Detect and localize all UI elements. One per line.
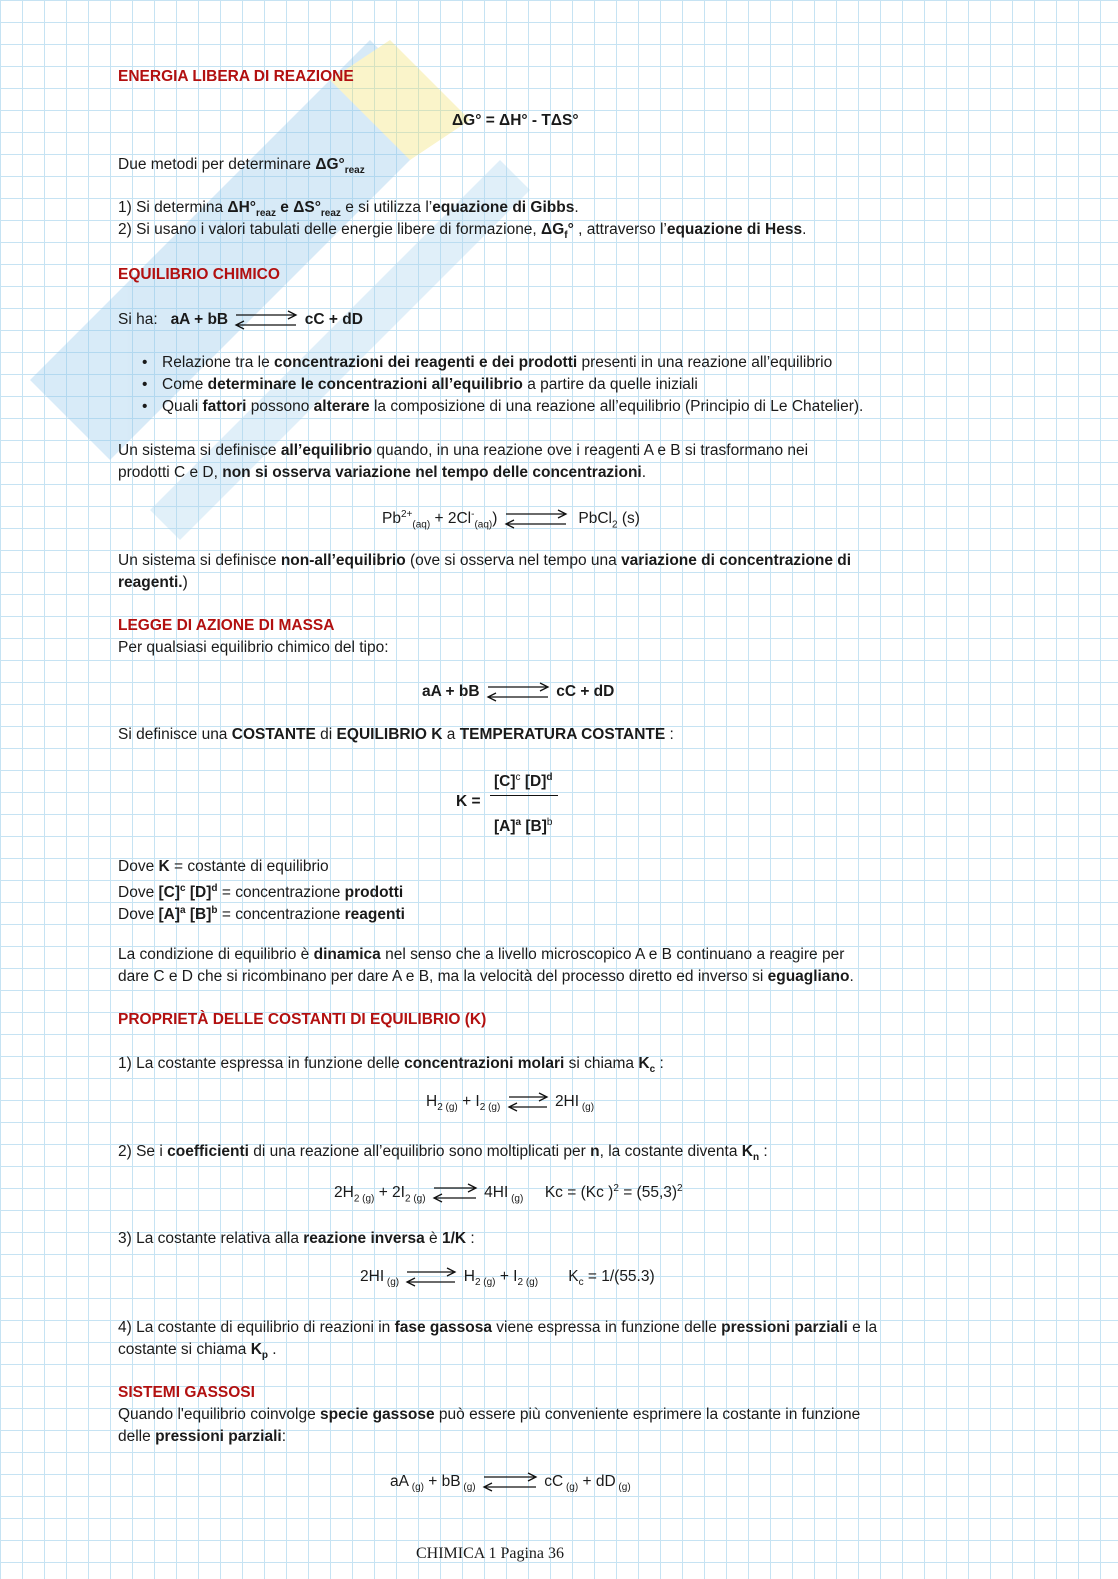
paragraph-dinamica-b: dare C e D che si ricombinano per dare A e B, ma la velocità del processo diretto ed inverso si eguagliano. (118, 968, 854, 985)
proprieta-4a: 4) La costante di equilibrio di reazioni in fase gassosa viene espressa in funzione delle pressioni parziali e la (118, 1319, 878, 1336)
metodo-1: 1) Si determina $\Delta H^\circ_{reaz}$ e $\Delta S^\circ_{reaz}$ e si utilizza l’equazione di Gibbs. (118, 199, 579, 220)
equilibrium-arrow-icon (403, 1265, 459, 1289)
reaction-general-1: Si ha: aA + bB cC + dD (118, 308, 363, 332)
dove-k: Dove K = costante di equilibrio (118, 858, 329, 875)
equilibrium-arrow-icon (505, 1090, 551, 1114)
paragraph-equilibrio-1a: Un sistema si definisce all’equilibrio quando, in una reazione ove i reagenti A e B si trasformano nei (118, 442, 809, 459)
reaction-pbcl2: $Pb^{2+}_{(aq)} + 2Cl^-_{(aq)}$) PbCl$_2$ (s) (382, 509, 640, 531)
dove-reagenti: Dove $[A]^a$ $[B]^b$ = concentrazione reagenti (118, 905, 405, 924)
bullet-3: • Quali fattori possono alterare la composizione di una reazione all’equilibrio (Principio di Le Chatelier). (162, 396, 863, 418)
bullet-1: • Relazione tra le concentrazioni dei reagenti e dei prodotti presenti in una reazione all’equilibrio (162, 352, 832, 374)
section-heading-sistemi: SISTEMI GASSOSI (118, 1384, 255, 1401)
paragraph-dinamica-a: La condizione di equilibrio è dinamica nel senso che a livello microscopico A e B continuano a reagire per (118, 946, 845, 963)
k-numerator: $[C]^c$ $[D]^d$ (494, 772, 553, 791)
gibbs-formula: ΔG° = ΔH° - TΔS° (452, 112, 579, 129)
section-heading-equilibrio: EQUILIBRIO CHIMICO (118, 266, 280, 283)
proprieta-4b: costante si chiama $K_p$ . (118, 1341, 277, 1362)
equilibrium-arrow-icon (430, 1181, 480, 1205)
paragraph-equilibrio-1b: prodotti C e D, non si osserva variazione nel tempo delle concentrazioni. (118, 464, 647, 481)
bullet-2: • Come determinare le concentrazioni all’equilibrio a partire da quelle iniziali (162, 374, 698, 396)
proprieta-1: 1) La costante espressa in funzione delle concentrazioni molari si chiama $K_c$ : (118, 1055, 664, 1076)
equilibrium-arrow-icon (502, 507, 570, 531)
sistemi-paragraph-b: delle pressioni parziali: (118, 1428, 287, 1445)
sistemi-paragraph-a: Quando l'equilibrio coinvolge specie gassose può essere più conveniente esprimere la costante in funzione (118, 1406, 861, 1423)
proprieta-3: 3) La costante relativa alla reazione inversa è 1/K : (118, 1230, 475, 1247)
proprieta-2: 2) Se i coefficienti di una reazione all’equilibrio sono moltiplicati per n, la costante diventa $K_n$ : (118, 1143, 768, 1164)
reaction-general-2: aA + bB cC + dD (422, 680, 614, 704)
reaction-gassosa: aA $_{(g)}$ + bB $_{(g)}$ cC $_{(g)}$ + dD $_{(g)}$ (390, 1470, 631, 1499)
page-footer: CHIMICA 1 Pagina 36 (416, 1545, 564, 1562)
section-heading-legge: LEGGE DI AZIONE DI MASSA (118, 617, 335, 634)
equilibrium-arrow-icon (484, 680, 552, 704)
section-heading-energia: ENERGIA LIBERA DI REAZIONE (118, 68, 354, 85)
dove-prodotti: Dove $[C]^c$ $[D]^d$ = concentrazione prodotti (118, 883, 404, 902)
definizione-k: Si definisce una COSTANTE di EQUILIBRIO K a TEMPERATURA COSTANTE : (118, 726, 674, 743)
reaction-inversa: 2HI $_{(g)}$ $H_{2 (g)} + I_{2 (g)}$ $K_c = 1/(55.3)$ (360, 1265, 655, 1294)
reaction-hi: $H_{2 (g)} + I_{2 (g)}$ 2HI $_{(g)}$ (426, 1090, 594, 1119)
paragraph-non-equilibrio-b: reagenti.) (118, 574, 188, 591)
section-heading-proprieta: PROPRIETÀ DELLE COSTANTI DI EQUILIBRIO (K) (118, 1011, 487, 1028)
metodo-2: 2) Si usano i valori tabulati delle energie libere di formazione, $\Delta G_f^\circ$ , attraverso l’equazione di Hess. (118, 221, 807, 242)
reaction-2hi: $2H_{2 (g)} + 2I_{2 (g)}$ 4HI $_{(g)}$ Kc = (Kc )$^2 = (55,3)^2$ (334, 1183, 683, 1205)
metodi-intro: Due metodi per determinare $\Delta G^\circ_{reaz}$ (118, 156, 365, 177)
k-label: K = (456, 793, 481, 810)
equilibrium-arrow-icon (480, 1470, 540, 1494)
paragraph-non-equilibrio-a: Un sistema si definisce non-all’equilibrio (ove si osserva nel tempo una variazione di concentrazione di (118, 552, 852, 569)
fraction-bar (490, 795, 558, 796)
equilibrium-arrow-icon (232, 308, 300, 332)
k-denominator: $[A]^a$ $[B]^b$ (494, 817, 553, 836)
legge-intro: Per qualsiasi equilibrio chimico del tipo: (118, 639, 389, 656)
